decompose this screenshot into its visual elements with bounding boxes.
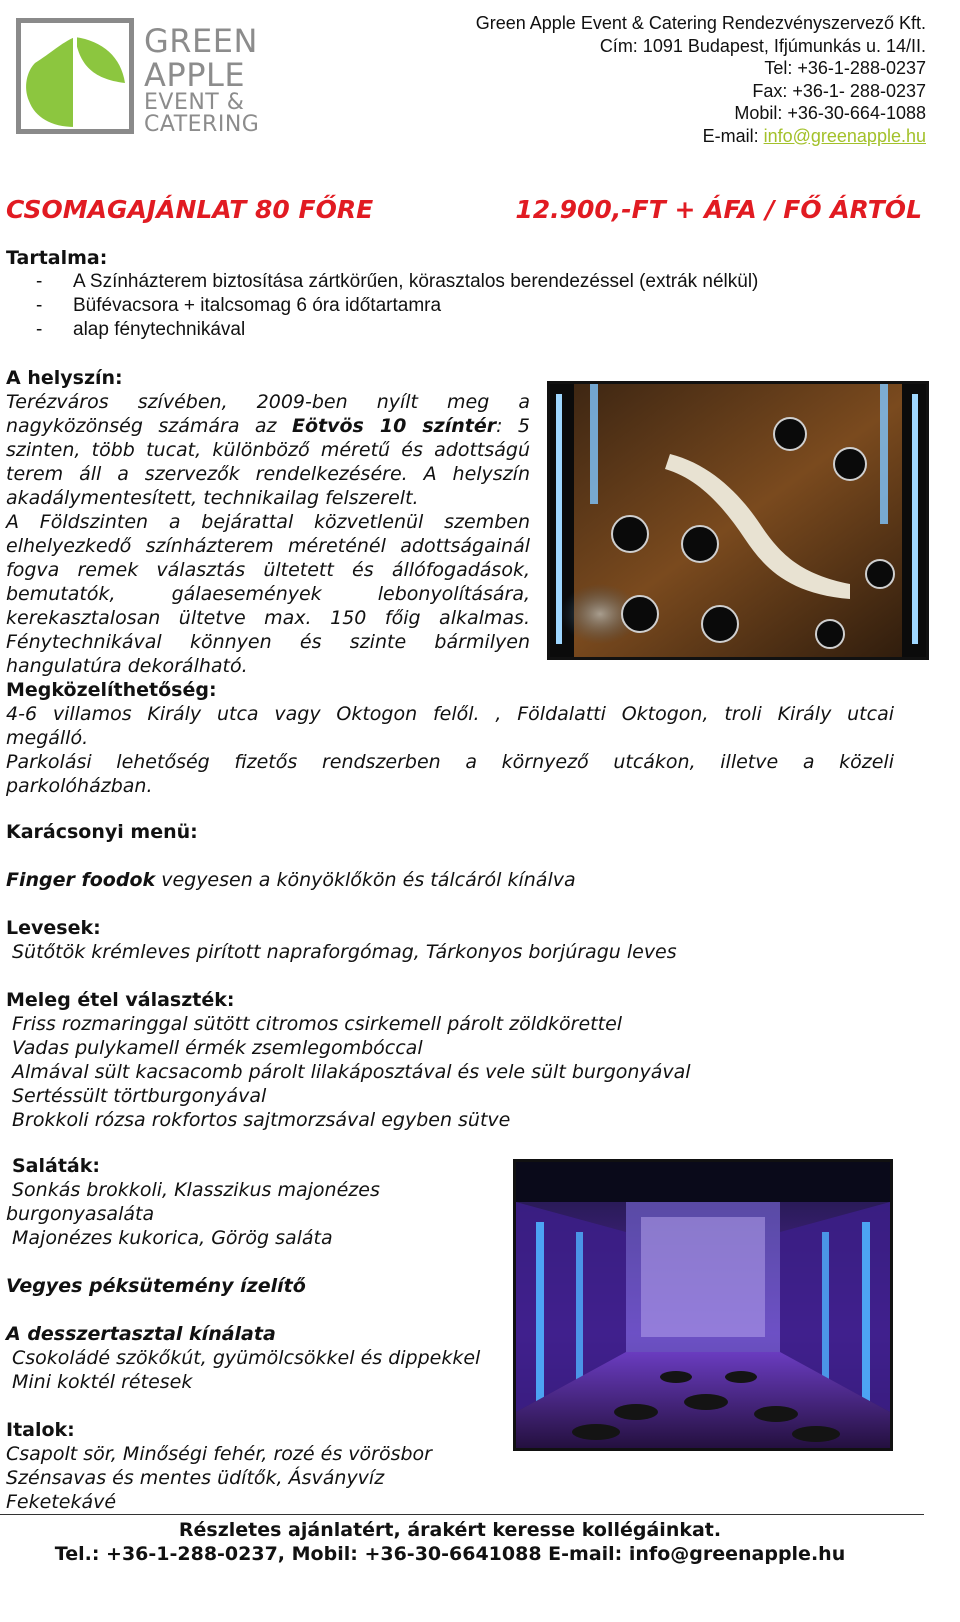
venue-line: hangulatúra dekorálható. bbox=[6, 655, 248, 677]
list-item: - alap fénytechnikával bbox=[6, 318, 896, 342]
venue-description bbox=[6, 390, 530, 678]
logo-line-1: GREEN bbox=[144, 22, 258, 60]
venue-line-part: : 5 bbox=[496, 415, 531, 437]
list-item: - Büfévacsora + italcsomag 6 óra időtartamra bbox=[6, 294, 896, 318]
logo-line-3: EVENT & bbox=[144, 90, 245, 115]
soups-section bbox=[6, 916, 896, 964]
dessert-heading: A desszertasztal kínálata bbox=[6, 1323, 276, 1345]
drinks-section bbox=[6, 1418, 506, 1514]
access-section bbox=[6, 678, 894, 798]
email-link[interactable]: info@greenapple.hu bbox=[763, 125, 926, 146]
footer-divider bbox=[0, 1514, 924, 1515]
list-item: Feketekávé bbox=[6, 1491, 117, 1513]
list-item: Mini koktél rétesek bbox=[12, 1371, 193, 1393]
mains-heading: Meleg étel választék: bbox=[6, 989, 235, 1011]
finger-food-title: Finger foodok bbox=[6, 869, 156, 891]
access-line: Parkolási lehetőség fizetős rendszerben a környező utcákon, illetve a közeli bbox=[6, 751, 894, 773]
soups-heading: Levesek: bbox=[6, 917, 101, 939]
venue-line: terem áll a szervezők rendelkezésére. A helyszín bbox=[6, 463, 530, 485]
finger-food-line bbox=[6, 868, 896, 892]
menu-heading: Karácsonyi menü: bbox=[6, 821, 198, 843]
package-price: 12.900,-FT + ÁFA / FŐ ÁRTÓL bbox=[515, 195, 922, 224]
footer-line-1: Részletes ajánlatért, árakért keresse kollégáinkat. bbox=[178, 1519, 722, 1541]
list-item: Csapolt sör, Minőségi fehér, rozé és vörösbor bbox=[6, 1443, 432, 1465]
venue-section bbox=[6, 366, 530, 678]
list-item: Szénsavas és mentes üdítők, Ásványvíz bbox=[6, 1467, 385, 1489]
company-logo bbox=[14, 14, 260, 139]
logo-line-2: APPLE bbox=[144, 56, 246, 94]
venue-line: bemutatók, gálaesemények lebonyolítására, bbox=[6, 583, 530, 605]
dessert-section bbox=[6, 1322, 506, 1394]
list-item: Vadas pulykamell érmék zsemlegombóccal bbox=[12, 1037, 423, 1059]
drinks-heading: Italok: bbox=[6, 1419, 75, 1441]
apple-leaf-icon bbox=[21, 23, 129, 129]
mains-list bbox=[6, 1012, 896, 1132]
salads-line: Majonézes kukorica, Görög saláta bbox=[12, 1227, 333, 1249]
access-line: 4-6 villamos Király utca vagy Oktogon felől. , Földalatti Oktogon, troli Király utcai bbox=[6, 703, 894, 725]
list-item: Almával sült kacsacomb párolt lilakáposztával és vele sült burgonyával bbox=[12, 1061, 691, 1083]
logo-apple-frame bbox=[16, 18, 134, 134]
venue-line-part: nagyközönség számára az bbox=[6, 415, 292, 437]
soups-list: Sütőtök krémleves pirított napraforgómag, Tárkonyos borjúragu leves bbox=[12, 941, 677, 963]
access-line: megálló. bbox=[6, 727, 89, 749]
banquet-hall-image bbox=[550, 384, 926, 657]
access-heading: Megközelíthetőség: bbox=[6, 679, 217, 701]
list-item: Csokoládé szökőkút, gyümölcsökkel és dippekkel bbox=[12, 1347, 481, 1369]
footer-line-2: Tel.: +36-1-288-0237, Mobil: +36-30-6641088 E-mail: info@greenapple.hu bbox=[54, 1543, 846, 1565]
access-line: parkolóházban. bbox=[6, 775, 153, 797]
venue-photo-banquet bbox=[547, 381, 929, 660]
salads-heading: Saláták: bbox=[12, 1155, 100, 1177]
salads-line: Sonkás brokkoli, Klasszikus majonézes bbox=[12, 1179, 380, 1201]
company-contact-block bbox=[476, 12, 926, 147]
logo-line-4: CATERING bbox=[144, 112, 260, 137]
package-title: CSOMAGAJÁNLAT 80 FŐRE bbox=[6, 195, 374, 224]
company-email-row bbox=[476, 125, 926, 148]
venue-line: akadálymentesített, technikailag felszerelt. bbox=[6, 487, 419, 509]
venue-line: szinten, több tucat, különböző méretű és adottságú bbox=[6, 439, 530, 461]
lit-hall-image bbox=[516, 1162, 890, 1448]
venue-line: kerekasztalosan ültetve max. 150 főig alkalmas. bbox=[6, 607, 530, 629]
venue-line: Fénytechnikával könnyen és szinte bármilyen bbox=[6, 631, 530, 653]
venue-line: elhelyezkedő színházterem méreténél adottságainál bbox=[6, 535, 530, 557]
company-mobil: Mobil: +36-30-664-1088 bbox=[734, 103, 926, 123]
company-name: Green Apple Event & Catering Rendezvényszervező Kft. bbox=[475, 13, 926, 33]
contents-heading: Tartalma: bbox=[6, 247, 108, 269]
venue-name: Eötvös 10 színtér bbox=[291, 415, 497, 437]
company-address: Cím: 1091 Budapest, Ifjúmunkás u. 14/II. bbox=[599, 35, 926, 56]
venue-line: A Földszinten a bejárattal közvetlenül szemben bbox=[6, 511, 530, 533]
salads-line: burgonyasaláta bbox=[6, 1203, 155, 1225]
venue-line bbox=[6, 414, 530, 438]
salads-section bbox=[6, 1154, 506, 1250]
contents-list bbox=[6, 270, 896, 342]
list-item: Friss rozmaringgal sütött citromos csirkemell párolt zöldkörettel bbox=[12, 1013, 623, 1035]
list-item: Sertéssült törtburgonyával bbox=[12, 1085, 267, 1107]
company-fax: Fax: +36-1- 288-0237 bbox=[752, 80, 926, 101]
venue-line: Terézváros szívében, 2009-ben nyílt meg a bbox=[6, 391, 530, 413]
list-item: - A Színházterem biztosítása zártkörűen, körasztalos berendezéssel (extrák nélkül) bbox=[6, 270, 896, 294]
venue-photo-hall bbox=[513, 1159, 893, 1451]
logo-wordmark bbox=[144, 24, 259, 136]
email-label: E-mail: bbox=[702, 125, 764, 146]
pastry-title: Vegyes péksütemény ízelítő bbox=[6, 1275, 306, 1297]
list-item: Brokkoli rózsa rokfortos sajtmorzsával egyben sütve bbox=[12, 1109, 511, 1131]
finger-food-desc: vegyesen a könyöklőkön és tálcáról kínálva bbox=[155, 869, 576, 891]
christmas-menu-heading bbox=[6, 820, 896, 844]
contents-section bbox=[6, 246, 896, 342]
pastry-line bbox=[6, 1274, 506, 1298]
mains-section bbox=[6, 988, 896, 1132]
venue-line: fogva remek választás ültetett és állófogadások, bbox=[6, 559, 530, 581]
venue-heading: A helyszín: bbox=[6, 367, 123, 389]
company-tel: Tel: +36-1-288-0237 bbox=[764, 58, 926, 78]
